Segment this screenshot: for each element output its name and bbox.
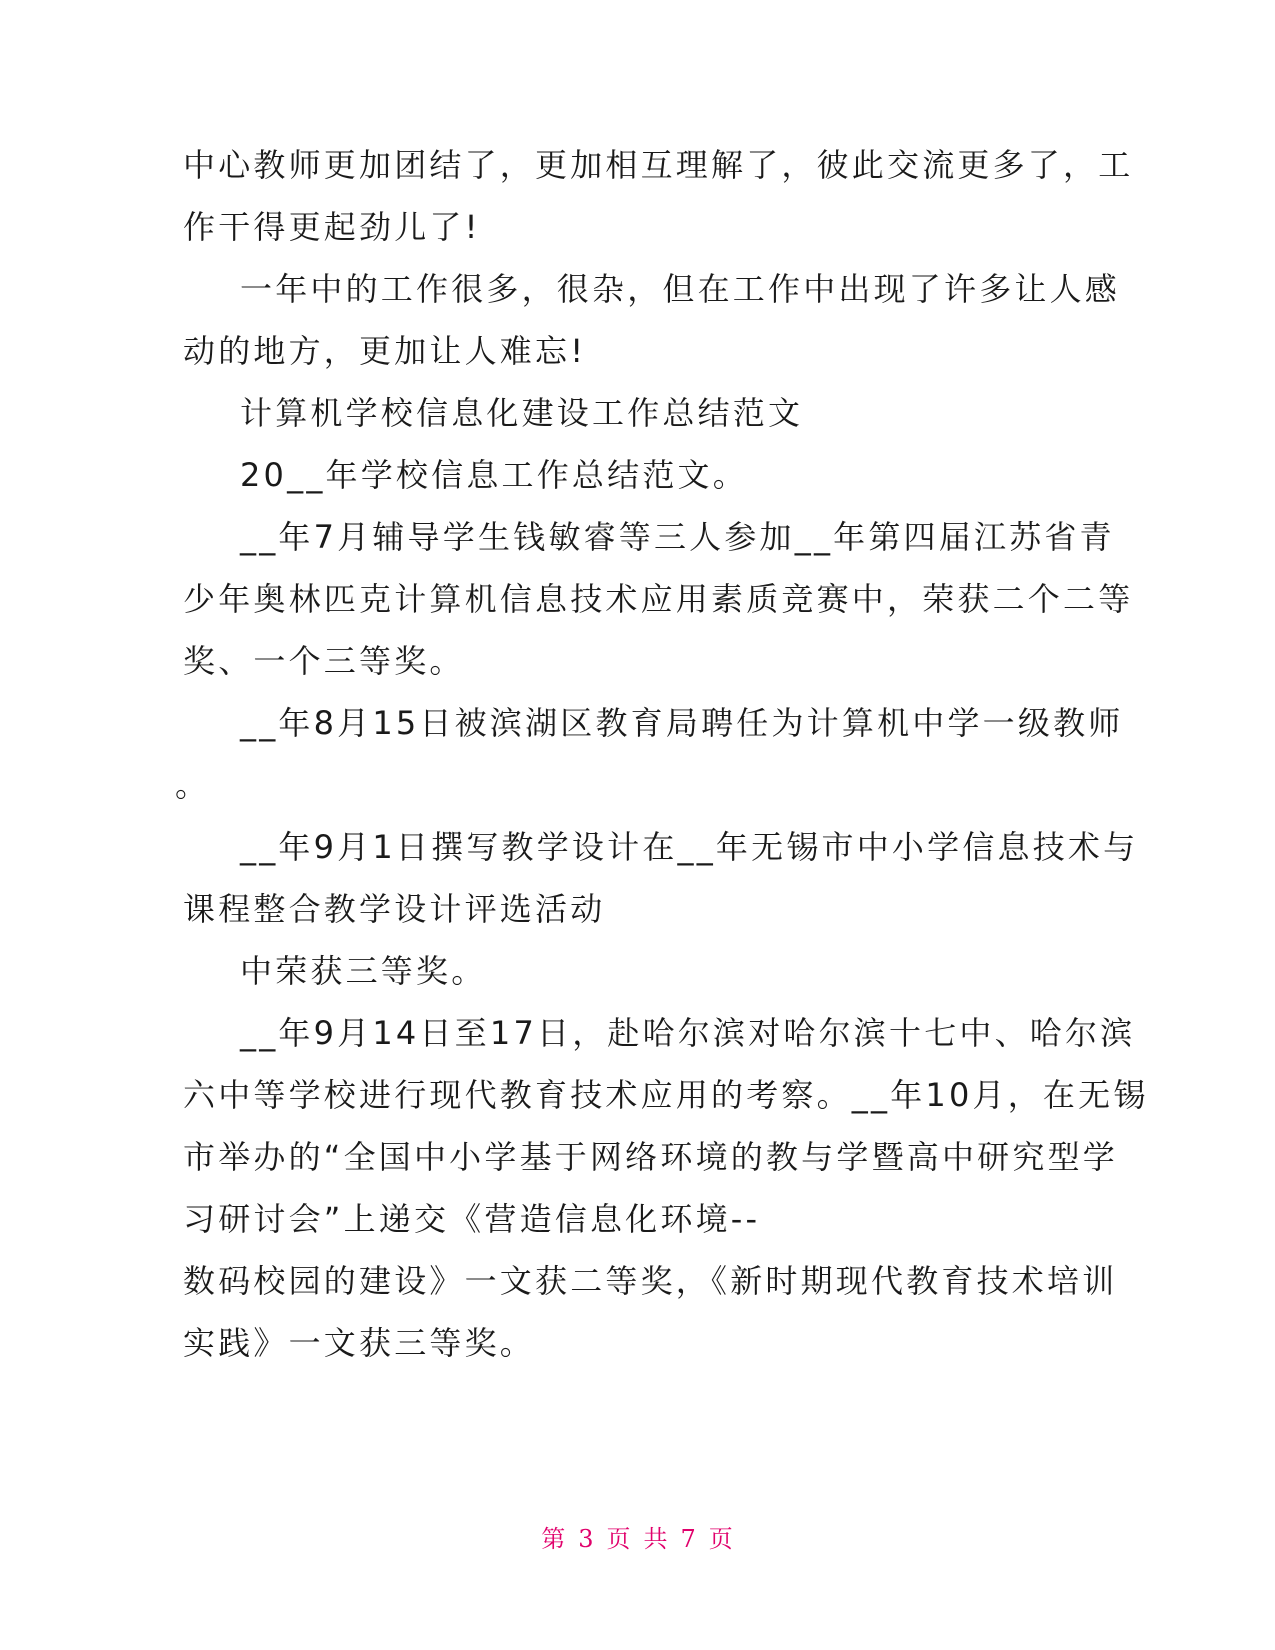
text-line: 课程整合教学设计评选活动 xyxy=(183,890,606,928)
text-line: 计算机学校信息化建设工作总结范文 xyxy=(240,394,804,432)
text-line: 20__年学校信息工作总结范文。 xyxy=(240,456,748,494)
text-line: 作干得更起劲儿了! xyxy=(183,208,481,246)
text-line: __年7月辅导学生钱敏睿等三人参加__年第四届江苏省青 xyxy=(240,518,1115,556)
text-line: 奖、一个三等奖。 xyxy=(183,642,465,680)
text-line: 中心教师更加团结了，更加相互理解了，彼此交流更多了，工 xyxy=(183,146,1134,184)
text-line: 动的地方，更加让人难忘! xyxy=(183,332,587,370)
footer-label-ye: 页 xyxy=(606,1525,632,1553)
text-line: __年9月14日至17日，赴哈尔滨对哈尔滨十七中、哈尔滨 xyxy=(240,1014,1136,1052)
footer-current-page: 3 xyxy=(578,1525,595,1553)
footer-label-ye2: 页 xyxy=(708,1525,734,1553)
text-line: __年9月1日撰写教学设计在__年无锡市中小学信息技术与 xyxy=(240,828,1139,866)
text-line: __年8月15日被滨湖区教育局聘任为计算机中学一级教师 xyxy=(240,704,1124,742)
text-line: 市举办的“全国中小学基于网络环境的教与学暨高中研究型学 xyxy=(183,1138,1118,1176)
text-line: 实践》一文获三等奖。 xyxy=(183,1324,536,1362)
footer-total-pages: 7 xyxy=(680,1525,697,1553)
footer-label-di: 第 xyxy=(541,1525,567,1553)
text-line: 少年奥林匹克计算机信息技术应用素质竞赛中，荣获二个二等 xyxy=(183,580,1134,618)
text-line: 一年中的工作很多，很杂，但在工作中出现了许多让人感 xyxy=(240,270,1121,308)
text-line: 六中等学校进行现代教育技术应用的考察。__年10月，在无锡 xyxy=(183,1076,1149,1114)
text-line: 中荣获三等奖。 xyxy=(240,952,487,990)
text-line: 习研讨会”上递交《营造信息化环境-- xyxy=(183,1200,761,1238)
text-line: 数码校园的建设》一文获二等奖，《新时期现代教育技术培训 xyxy=(183,1262,1118,1300)
footer-label-gong: 共 xyxy=(643,1525,669,1553)
page-footer xyxy=(0,1524,1275,1554)
text-line: 。 xyxy=(175,766,211,804)
